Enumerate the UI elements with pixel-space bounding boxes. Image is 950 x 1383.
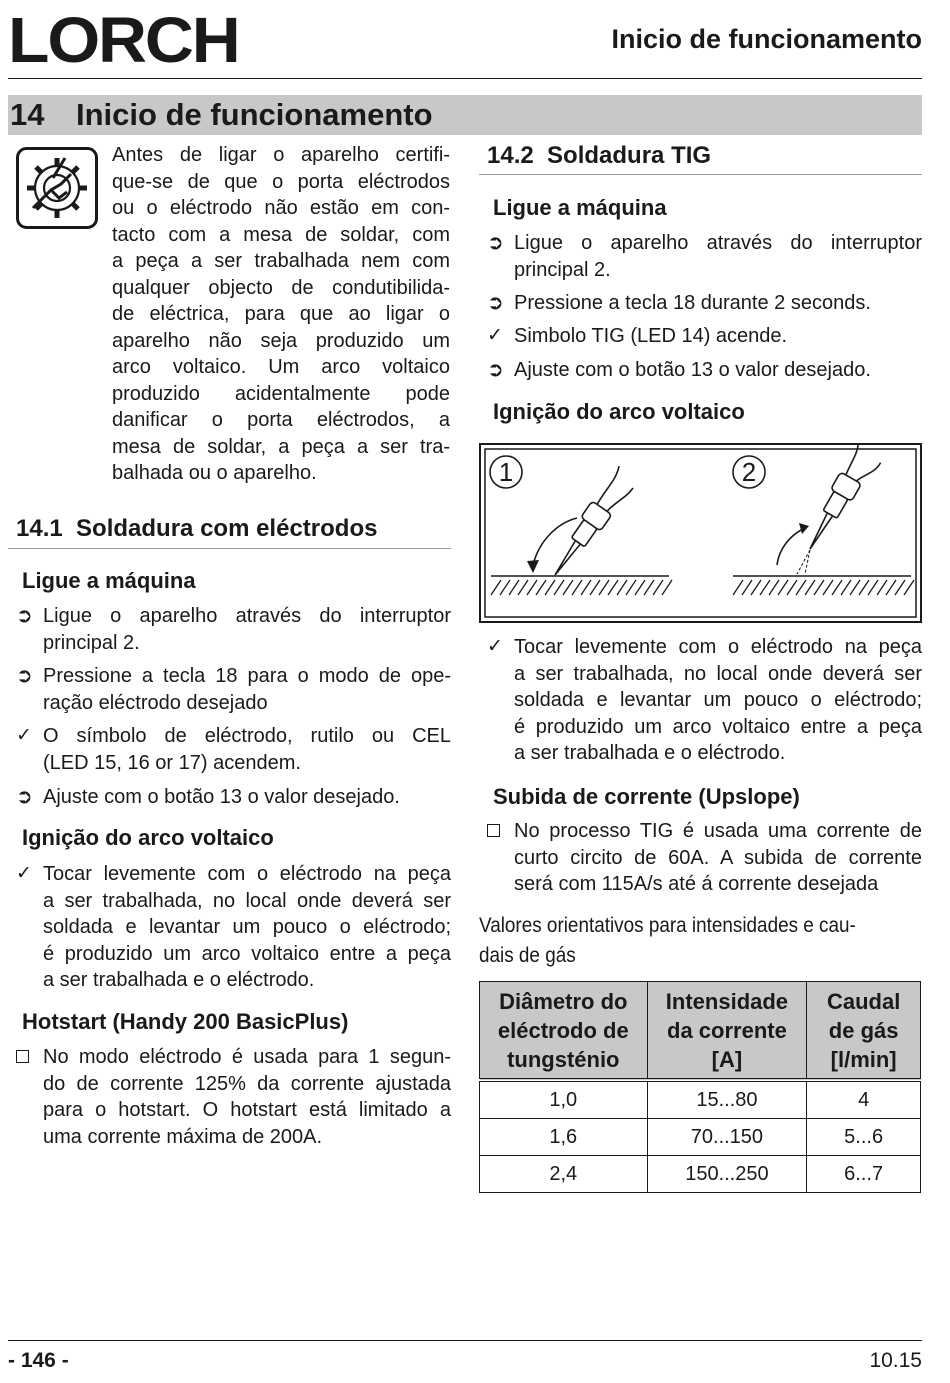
warning-paragraph (112, 142, 450, 487)
table-row (480, 1119, 921, 1156)
text-line: balhada ou o aparelho. (112, 462, 317, 484)
text-line: principal 2. (514, 258, 611, 281)
list-item (16, 784, 451, 811)
table-cell: 4 (807, 1080, 921, 1119)
header-electrode-diameter: Diâmetro do eléctrodo de tungsténio (480, 982, 648, 1081)
table-caption (479, 911, 902, 971)
footer-divider (8, 1340, 922, 1341)
list-item-text (43, 723, 451, 776)
text-line: de eléctrica, para que ao ligar o (112, 303, 450, 325)
section-14-1-title: 14.1 Soldadura com eléctrodos (16, 515, 378, 542)
text-line: qualquer objecto de condutibilida- (112, 276, 450, 299)
text-line: do de corrente 125% da corrente ajustada (43, 1072, 451, 1095)
list-item-text (514, 634, 922, 767)
text-line: Antes de ligar o aparelho certifi- (112, 144, 450, 166)
table-caption-line: dais de gás (479, 944, 576, 967)
result-check-icon: ✓ (16, 725, 32, 746)
s141-ignition-title: Ignição do arco voltaico (22, 825, 274, 850)
text-line: ou o eléctrodo não estão em con- (112, 197, 450, 219)
action-arrow-icon: ➲ (487, 292, 504, 314)
text-line: uma corrente máxima de 200A. (43, 1125, 323, 1148)
text-line: Ajuste com o botão 13 o valor desejado. (514, 359, 871, 381)
table-cell: 6...7 (807, 1156, 921, 1193)
text-line: tacto com a mesa de soldar, com (112, 223, 450, 246)
checkbox-bullet-icon (16, 1044, 40, 1071)
gear-hand-warning-icon (16, 147, 98, 229)
text-line: a ser trabalhada, no local onde deverá ser (43, 889, 451, 912)
text-line: No modo eléctrodo é usada para 1 segun- (43, 1046, 451, 1068)
s142-switch-on-title: Ligue a máquina (493, 195, 667, 220)
text-line: Tocar levemente com o eléctrodo na peça (514, 636, 922, 658)
list-item (487, 230, 922, 283)
list-item-text (43, 663, 451, 716)
text-line: principal 2. (43, 631, 140, 654)
section-14-2-title: 14.2 Soldadura TIG (487, 142, 712, 169)
text-line: (LED 15, 16 or 17) acendem. (43, 751, 301, 774)
list-item (487, 634, 922, 767)
list-item (16, 603, 451, 656)
checkbox-bullet-icon (487, 818, 511, 845)
action-arrow-icon: ➲ (16, 605, 33, 627)
table-row (480, 1156, 921, 1193)
step-2-label: 2 (741, 457, 757, 487)
action-arrow-icon: ➲ (16, 665, 33, 687)
list-item (487, 818, 922, 898)
text-line: é produzido um arco voltaico entre a peça (514, 715, 922, 738)
text-line: é produzido um arco voltaico entre a peça (43, 942, 451, 965)
s141-switch-on-title: Ligue a máquina (22, 568, 196, 593)
list-item (16, 723, 451, 776)
header-gas-flow: Caudal de gás [l/min] (807, 982, 921, 1081)
header-divider (8, 78, 922, 79)
tig-ignition-diagram (479, 443, 922, 623)
table-cell: 5...6 (807, 1119, 921, 1156)
result-check-icon: ✓ (487, 325, 503, 346)
list-item (16, 1044, 451, 1150)
text-line: soldada e levantar um pouco o eléctrodo; (43, 916, 451, 938)
table-cell: 70...150 (647, 1119, 807, 1156)
step-1-label: 1 (498, 457, 514, 487)
table-caption-line: Valores orientativos para intensidades e cau- (479, 914, 856, 937)
text-line: a ser trabalhada e o eléctrodo. (514, 742, 786, 764)
running-header-title: Inicio de funcionamento (611, 24, 922, 54)
action-arrow-icon: ➲ (487, 232, 504, 254)
list-item-text (514, 290, 922, 317)
text-line: ração eléctrodo desejado (43, 691, 268, 714)
action-arrow-icon: ➲ (487, 359, 504, 381)
list-item-text (43, 784, 451, 811)
text-line: aparelho não seja produzido um (112, 329, 450, 352)
list-item (487, 357, 922, 384)
list-item-text (43, 861, 451, 994)
text-line: Pressione a tecla 18 para o modo de ope- (43, 665, 451, 687)
chapter-heading (8, 95, 922, 135)
section-14-1-divider (8, 548, 451, 549)
table-cell: 15...80 (647, 1080, 807, 1119)
text-line: curto circito de 60A. A subida de corrente (514, 846, 922, 869)
list-item (16, 663, 451, 716)
document-date: 10.15 (869, 1349, 922, 1372)
header-current: Intensidade da corrente [A] (647, 982, 807, 1081)
s142-upslope-title: Subida de corrente (Upslope) (493, 784, 800, 809)
section-14-2-divider (479, 174, 922, 175)
list-item-text (514, 818, 922, 898)
text-line: arco voltaico. Um arco voltaico (112, 356, 450, 378)
text-line: danificar o porta eléctrodos, a (112, 409, 450, 431)
list-item (16, 861, 451, 994)
list-item-text (514, 357, 922, 384)
text-line: Ajuste com o botão 13 o valor desejado. (43, 786, 400, 808)
chapter-number: 14 (10, 97, 45, 132)
list-item-text (43, 603, 451, 656)
table-cell: 1,0 (480, 1080, 648, 1119)
table-row (480, 1080, 921, 1119)
list-item-text (514, 230, 922, 283)
text-line: Tocar levemente com o eléctrodo na peça (43, 863, 451, 885)
action-arrow-icon: ➲ (16, 786, 33, 808)
text-line: a ser trabalhada e o eléctrodo. (43, 969, 315, 991)
text-line: a ser trabalhada, no local onde deverá ser (514, 662, 922, 685)
text-line: para o hotstart. O hotstart está limitado a (43, 1099, 451, 1121)
text-line: a peça a ser trabalhada nem com (112, 250, 450, 272)
table-header-row (480, 982, 921, 1081)
brand-logo: LORCH (8, 4, 239, 76)
list-item-text (43, 1044, 451, 1150)
table-cell: 2,4 (480, 1156, 648, 1193)
text-line: que-se de que o porta eléctrodos (112, 170, 450, 193)
list-item-text (514, 323, 922, 350)
tig-ignition-figure (479, 443, 922, 623)
page-number: - 146 - (8, 1349, 69, 1372)
text-line: produzido acidentalmente pode (112, 382, 450, 405)
text-line: soldada e levantar um pouco o eléctrodo; (514, 689, 922, 711)
list-item (487, 290, 922, 317)
text-line: O símbolo de eléctrodo, rutilo ou CEL (43, 725, 451, 747)
text-line: mesa de soldar, a peça a ser tra- (112, 435, 450, 458)
text-line: Simbolo TIG (LED 14) acende. (514, 325, 788, 347)
gas-flow-table (479, 981, 921, 1193)
result-check-icon: ✓ (16, 863, 32, 884)
text-line: Ligue o aparelho através do interruptor (514, 232, 922, 254)
table-cell: 1,6 (480, 1119, 648, 1156)
chapter-title: Inicio de funcionamento (76, 97, 433, 132)
list-item (487, 323, 922, 350)
table-cell: 150...250 (647, 1156, 807, 1193)
result-check-icon: ✓ (487, 636, 503, 657)
text-line: No processo TIG é usada uma corrente de (514, 820, 922, 842)
text-line: Pressione a tecla 18 durante 2 seconds. (514, 292, 871, 314)
s142-ignition-title: Ignição do arco voltaico (493, 399, 745, 424)
text-line: Ligue o aparelho através do interruptor (43, 605, 451, 627)
text-line: será com 115A/s até á corrente desejada (514, 873, 879, 895)
s141-hotstart-title: Hotstart (Handy 200 BasicPlus) (22, 1009, 349, 1034)
